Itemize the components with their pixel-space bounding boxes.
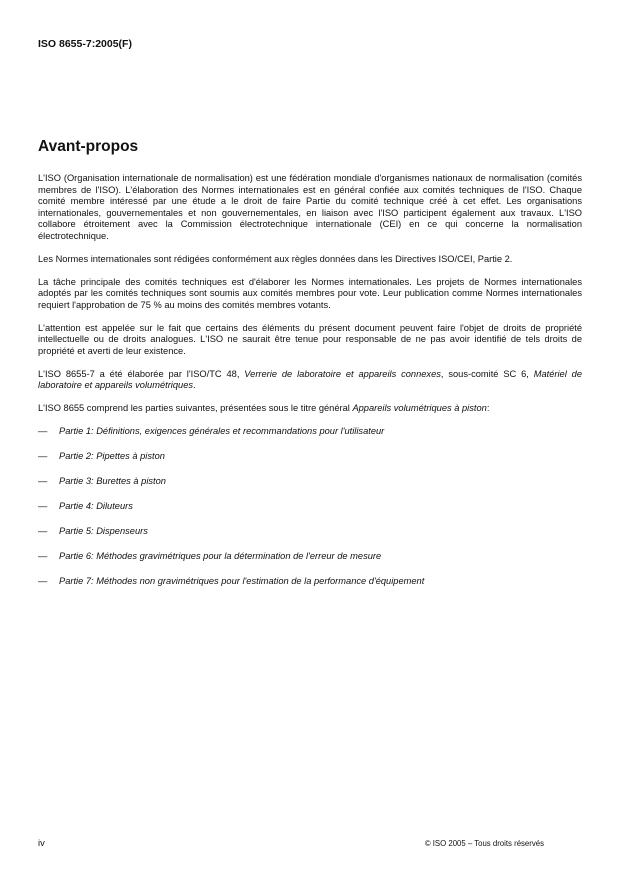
list-item [38,426,582,438]
list-item [38,451,582,463]
parts-list [38,426,582,588]
document-id-header: ISO 8655-7:2005(F) [38,38,132,50]
list-item-label: Partie 7: Méthodes non gravimétriques pour l'estimation de la performance d'équipement [59,576,425,586]
paragraph-technical-committees: La tâche principale des comités techniques est d'élaborer les Normes internationales. Les projets de Normes internationales adoptés par les comités techniques sont soumis aux comités membres pour vote. Leur publication comme Normes internationales requiert l'approbation de 75 % au moins des comités membres votants. [38,276,582,310]
list-item [38,476,582,488]
list-item-label: Partie 2: Pipettes à piston [59,451,165,461]
text-run: L'ISO 8655-7 a été élaborée par l'ISO/TC 48, [38,368,245,379]
paragraph-parts-intro [38,403,582,415]
dash-bullet: — [38,501,48,511]
dash-bullet: — [38,526,48,536]
list-item-label: Partie 5: Dispenseurs [59,526,148,536]
list-item [38,526,582,538]
committee-name: Verrerie de laboratoire et appareils connexes [244,368,441,379]
list-item-label: Partie 4: Diluteurs [59,501,133,511]
list-item-label: Partie 6: Méthodes gravimétriques pour la détermination de l'erreur de mesure [59,551,382,561]
dash-bullet: — [38,551,48,561]
list-item-label: Partie 1: Définitions, exigences générales et recommandations pour l'utilisateur [59,426,385,436]
list-item [38,501,582,513]
list-item-label: Partie 3: Burettes à piston [59,476,166,486]
dash-bullet: — [38,476,48,486]
text-run: . [193,380,196,390]
general-title: Appareils volumétriques à piston [352,403,487,413]
foreword-body [38,173,582,601]
text-run: L'ISO 8655 comprend les parties suivantes, présentées sous le titre général [38,403,353,413]
subcommittee-name: Matériel de laboratoire et appareils volumétriques [38,368,582,390]
text-run: , sous-comité SC 6, [440,368,534,379]
dash-bullet: — [38,451,48,461]
page-number: iv [38,838,45,848]
list-item [38,576,582,588]
dash-bullet: — [38,576,48,586]
paragraph-iso-intro: L'ISO (Organisation internationale de normalisation) est une fédération mondiale d'organismes nationaux de normalisation (comités membres de l'ISO). L'élaboration des Normes internationales est en général confiée aux comités techniques de l'ISO. Chaque comité membre intéressé par une étude a le droit de faire Partie du comité technique créé à cet effet. Les organisations internationales, gouvernementales et non gouvernementales, en liaison avec l'ISO participent également aux travaux. L'ISO collabore étroitement avec la Commission électrotechnique internationale (CEI) en ce qui concerne la normalisation électrotechnique. [38,173,582,241]
paragraph-directives: Les Normes internationales sont rédigées conformément aux règles données dans les Directives ISO/CEI, Partie 2. [38,253,513,264]
paragraph-prepared-by [38,369,582,392]
text-run: : [486,403,490,413]
list-item [38,551,582,563]
section-title: Avant-propos [38,138,139,155]
dash-bullet: — [38,426,48,436]
copyright-notice: © ISO 2005 – Tous droits réservés [424,839,544,848]
paragraph-patent-rights: L'attention est appelée sur le fait que certains des éléments du présent document peuvent faire l'objet de droits de propriété intellectuelle ou de droits analogues. L'ISO ne saurait être tenue pour responsable de ne pas avoir identifié de tels droits de propriété et averti de leur existence. [38,322,582,356]
